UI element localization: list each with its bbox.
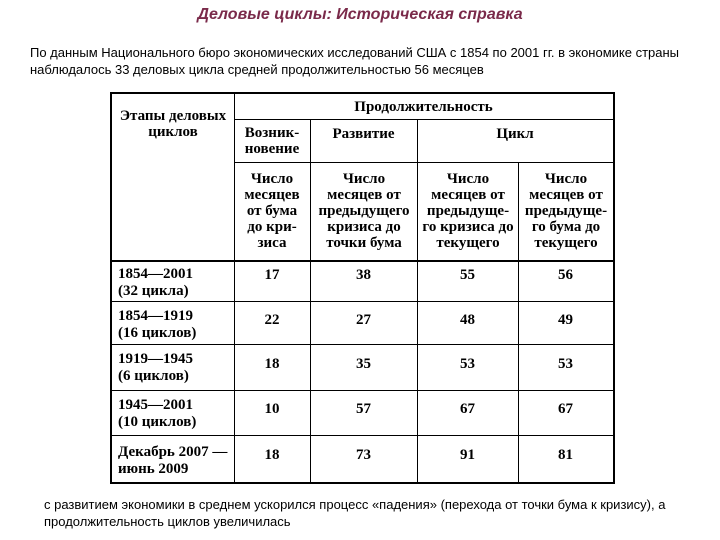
row-label	[118, 266, 193, 300]
row-period: Декабрь 2007 —	[118, 444, 228, 460]
table-cell: 18	[264, 356, 280, 372]
table-cell: 18	[264, 447, 280, 463]
measure-header: Число месяцев от предыдуще- го бума до текущего	[524, 171, 608, 251]
row-cycles: (16 циклов)	[118, 325, 197, 341]
row-period: 1854—1919	[118, 308, 193, 324]
table-cell: 53	[460, 356, 475, 372]
row-label	[118, 444, 227, 478]
row-label	[118, 308, 196, 342]
table-cell: 35	[356, 356, 371, 372]
table-cell: 73	[356, 447, 371, 463]
measure-header: Число месяцев от предыдущего кризиса до точки бума	[318, 171, 410, 251]
table-cell: 48	[460, 312, 475, 328]
table-cell: 91	[460, 447, 475, 463]
duration-header: Продолжительность	[354, 98, 493, 115]
table-cell: 27	[356, 312, 371, 328]
origin-header: Возник- новение	[244, 124, 300, 157]
row-cycles: июнь 2009	[118, 461, 189, 477]
development-header: Развитие	[332, 126, 395, 142]
row-period: 1919—1945	[118, 351, 193, 367]
row-label	[118, 351, 193, 385]
table-cell: 17	[264, 267, 280, 283]
table-cell: 57	[356, 401, 371, 417]
measure-header: Число месяцев от предыдуще- го кризиса до текущего	[422, 171, 514, 251]
cycle-header: Цикл	[496, 126, 534, 142]
intro-text: По данным Национального бюро экономических исследований США с 1854 по 2001 гг. в экономике страны наблюдалось 33 деловых цикла средней продолжительностью 56 месяцев	[30, 45, 680, 77]
row-period: 1945—2001	[118, 397, 193, 413]
table-cell: 81	[558, 447, 573, 463]
table-cell: 67	[460, 401, 475, 417]
business-cycles-table	[110, 92, 615, 484]
table-cell: 53	[558, 356, 573, 372]
measure-header: Число месяцев от бума до кри- зиса	[244, 171, 300, 251]
row-label	[118, 397, 196, 431]
row-period: 1854—2001	[118, 266, 193, 282]
table-cell: 49	[558, 312, 573, 328]
table-cell: 67	[558, 401, 573, 417]
table-cell: 55	[460, 267, 475, 283]
footer-note: с развитием экономики в среднем ускорился процесс «падения» (перехода от точки бума к кризису), а продолжительность циклов увеличилась	[44, 497, 666, 529]
table-cell: 56	[558, 267, 573, 283]
row-cycles: (32 цикла)	[118, 283, 189, 299]
stages-header: Этапы деловых циклов	[119, 108, 227, 140]
page-title: Деловые циклы: Историческая справка	[197, 6, 523, 23]
table-cell: 22	[264, 312, 280, 328]
table-cell: 10	[264, 401, 280, 417]
row-cycles: (10 циклов)	[118, 414, 197, 430]
table-cell: 38	[356, 267, 371, 283]
row-cycles: (6 циклов)	[118, 368, 189, 384]
